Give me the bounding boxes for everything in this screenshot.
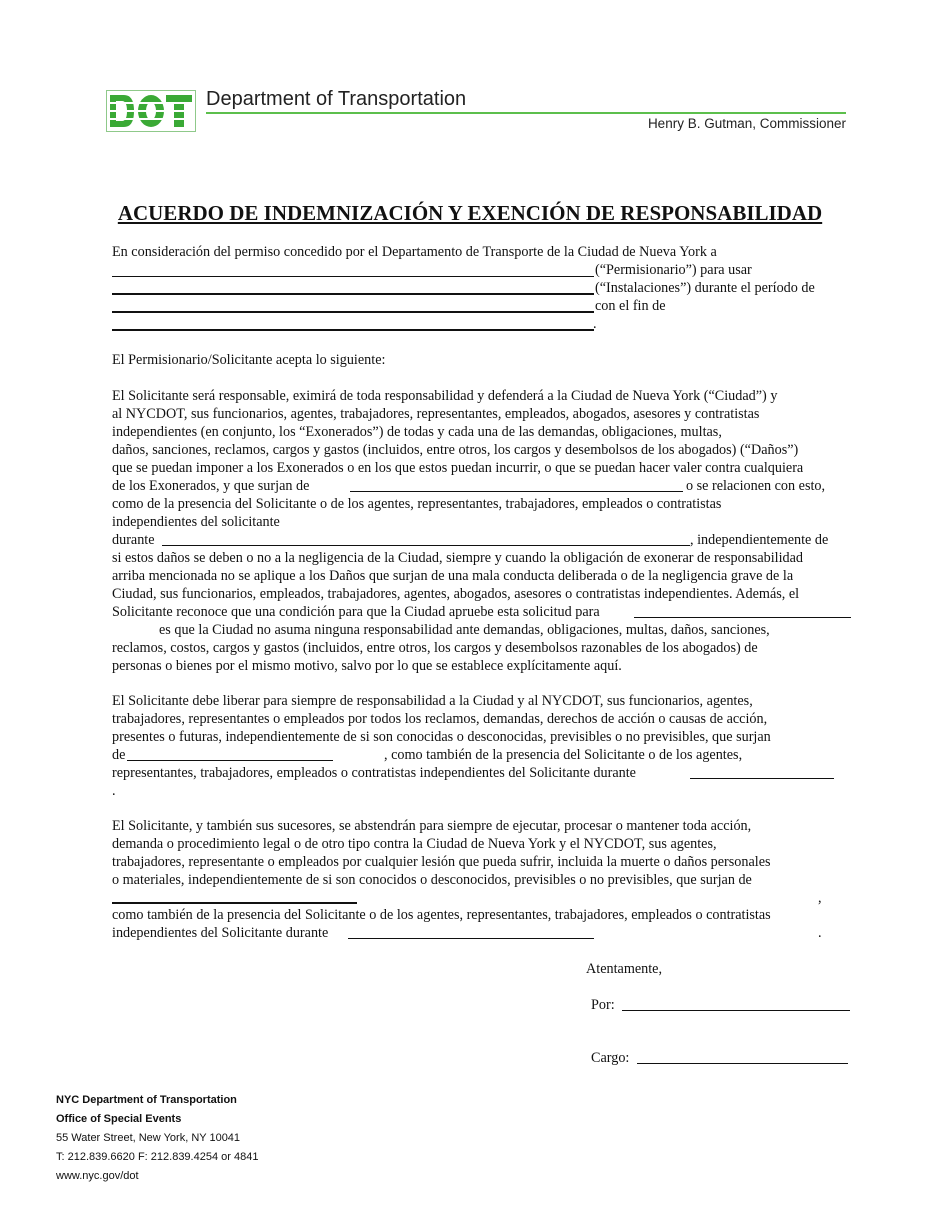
periodo-blank[interactable] (112, 311, 594, 313)
p2-line: trabajadores, representantes o empleados por todos los reclamos, demandas, derechos de acción o causas de acción, (112, 711, 768, 727)
p3-line: como también de la presencia del Solicitante o de los agentes, representantes, trabajadores, empleados o contratistas (112, 907, 771, 923)
footer-web[interactable]: www.nyc.gov/dot (56, 1170, 139, 1182)
p2-line: representantes, trabajadores, empleados o contratistas independientes del Solicitante durante (112, 765, 636, 781)
p3-durante-blank[interactable] (348, 938, 594, 939)
instalaciones-blank[interactable] (112, 293, 594, 295)
p1-line: durante (112, 532, 155, 548)
footer-address: 55 Water Street, New York, NY 10041 (56, 1132, 241, 1144)
p2-line: . (112, 783, 116, 799)
p3-surjan-blank[interactable] (112, 902, 357, 904)
department-name: Department of Transportation (206, 88, 467, 110)
p1-line: El Solicitante será responsable, eximirá de toda responsabilidad y defenderá a la Ciudad de Nueva York (“Ciudad”) y (112, 388, 778, 404)
cargo-label: Cargo: (591, 1050, 630, 1066)
permisionario-label: (“Permisionario”) para usar (595, 262, 752, 278)
p2-line: , como también de la presencia del Solicitante o de los agentes, (384, 747, 743, 763)
p2-surjan-blank[interactable] (127, 760, 333, 761)
footer-office: Office of Special Events (56, 1113, 182, 1125)
document-title: ACUERDO DE INDEMNIZACIÓN Y EXENCIÓN DE RESPONSABILIDAD (117, 201, 823, 225)
p3-period: . (818, 925, 822, 941)
p1-line: de los Exonerados, y que surjan de (112, 478, 310, 494)
footer-org: NYC Department of Transportation (56, 1094, 237, 1106)
p1-line: independientes del solicitante (112, 514, 280, 530)
instalaciones-label: (“Instalaciones”) durante el período de (595, 280, 815, 296)
p3-line: El Solicitante, y también sus sucesores, se abstendrán para siempre de ejecutar, procesar o mantener toda acción, (112, 818, 752, 834)
p1-line: Ciudad, sus funcionarios, empleados, trabajadores, agentes, abogados, asesores o contratistas independientes. Además, el (112, 586, 800, 602)
durante-blank[interactable] (162, 545, 690, 546)
closing: Atentamente, (586, 961, 663, 977)
p3-comma: , (818, 890, 822, 906)
dot-logo (106, 90, 196, 132)
p3-line: trabajadores, representante o empleados por cualquier lesión que pueda sufrir, incluida la muerte o daños personales (112, 854, 771, 870)
p1-line: o se relacionen con esto, (686, 478, 826, 494)
p1-line: arriba mencionada no se aplique a los Daños que surjan de una mala conducta deliberada o de la negligencia grave de la (112, 568, 794, 584)
p2-durante-blank[interactable] (690, 778, 834, 779)
footer (56, 1091, 258, 1186)
p1-line: que se puedan imponer a los Exonerados o en los que estos puedan incurrir, o que se puedan hacer valer contra cualquiera (112, 460, 804, 476)
fin-label: con el fin de (595, 298, 666, 314)
p3-line: demanda o procedimiento legal o de otro tipo contra la Ciudad de Nueva York y el NYCDOT, sus agentes, (112, 836, 717, 852)
p3-line: o materiales, independientemente de si son conocidos o desconocidos, previsibles o no previsibles, que surjan de (112, 872, 752, 888)
por-signature-field[interactable] (622, 1010, 850, 1011)
p2-line: El Solicitante debe liberar para siempre de responsabilidad a la Ciudad y al NYCDOT, sus funcionarios, agentes, (112, 693, 753, 709)
surjan-de-blank[interactable] (350, 491, 683, 492)
p1-line: como de la presencia del Solicitante o de los agentes, representantes, trabajadores, empleados o contratistas (112, 496, 722, 512)
por-label: Por: (591, 997, 615, 1013)
commissioner-name: Henry B. Gutman, Commissioner (647, 116, 846, 131)
p1-line: , independientemente de (690, 532, 829, 548)
p1-line: reclamos, costos, cargos y gastos (incluidos, entre otros, los cargos y desembolsos razonables de los abogados) de (112, 640, 758, 656)
solicitud-blank[interactable] (634, 617, 851, 618)
permisionario-blank[interactable] (112, 276, 594, 277)
fin-blank[interactable] (112, 329, 594, 331)
footer-phone: T: 212.839.6620 F: 212.839.4254 or 4841 (56, 1151, 259, 1163)
p1-line: personas o bienes por el mismo motivo, salvo por lo que se establece explícitamente aquí. (112, 658, 622, 674)
intro-line: En consideración del permiso concedido por el Departamento de Transporte de la Ciudad de Nueva York a (112, 244, 717, 260)
p3-line: independientes del Solicitante durante (112, 925, 329, 941)
intro-period: . (593, 316, 597, 332)
p1-line: al NYCDOT, sus funcionarios, agentes, trabajadores, representantes, empleados, abogados, asesores y contratistas (112, 406, 760, 422)
p1-line: Solicitante reconoce que una condición para que la Ciudad apruebe esta solicitud para (112, 604, 600, 620)
header-rule (206, 112, 846, 114)
p1-line: daños, sanciones, reclamos, cargos y gastos (incluidos, entre otros, los cargos y desembolsos de los abogados) (“Daños”) (112, 442, 799, 458)
p1-line: es que la Ciudad no asuma ninguna responsabilidad ante demandas, obligaciones, multas, daños, sanciones, (159, 622, 770, 638)
accepts-line: El Permisionario/Solicitante acepta lo siguiente: (112, 352, 386, 368)
p1-line: independientes (en conjunto, los “Exonerados”) de todas y cada una de las demandas, obligaciones, multas, (112, 424, 722, 440)
p1-line: si estos daños se deben o no a la negligencia de la Ciudad, siempre y cuando la obligación de exonerar de responsabilidad (112, 550, 804, 566)
cargo-field[interactable] (637, 1063, 848, 1064)
p2-line: de (112, 747, 126, 763)
p2-line: presentes o futuras, independientemente de si son conocidas o desconocidas, previsibles o no previsibles, que surjan (112, 729, 771, 745)
